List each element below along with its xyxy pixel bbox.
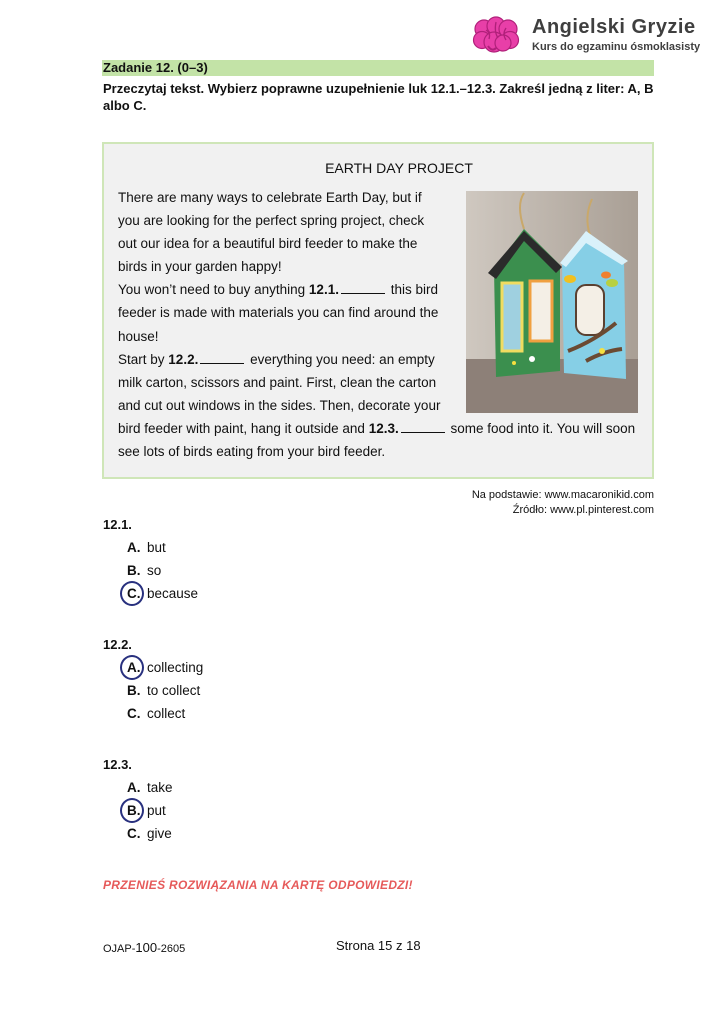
option-text: take bbox=[147, 780, 173, 795]
gap-1-blank bbox=[341, 283, 385, 294]
option-letter: B. bbox=[127, 803, 147, 818]
gap-1-number: 12.1. bbox=[308, 282, 339, 298]
paragraph-gap-3-after: some food into it. You will soon see lots of birds eating from your bird feeder. bbox=[118, 420, 636, 460]
selected-answer-circle bbox=[120, 655, 144, 680]
option-12-3-a[interactable] bbox=[127, 780, 173, 795]
option-12-1-b[interactable] bbox=[127, 563, 161, 578]
exam-code: OJAP-100-2605 bbox=[103, 940, 186, 955]
task-instruction: Przeczytaj tekst. Wybierz poprawne uzupełnienie luk 12.1.–12.3. Zakreśl jedną z liter: A, B albo C. bbox=[103, 81, 654, 113]
option-letter: A. bbox=[127, 540, 141, 555]
transfer-answers-note: PRZENIEŚ ROZWIĄZANIA NA KARTĘ ODPOWIEDZI! bbox=[103, 878, 413, 892]
option-12-2-c[interactable] bbox=[127, 706, 185, 721]
paragraph-intro: There are many ways to celebrate Earth Day, but if you are looking for the perfect spring project, check out our idea for a beautiful bird feeder to make the birds in your garden happy! bbox=[118, 190, 425, 275]
brand-header bbox=[472, 14, 712, 58]
option-letter: C. bbox=[127, 706, 141, 721]
option-text: collecting bbox=[147, 660, 204, 675]
option-text: to collect bbox=[147, 683, 201, 698]
option-12-3-b[interactable] bbox=[127, 803, 166, 818]
question-12-2-label: 12.2. bbox=[103, 637, 132, 652]
gap-2-number: 12.2. bbox=[168, 351, 199, 367]
source-line-2: Źródło: www.pl.pinterest.com bbox=[512, 504, 654, 516]
option-letter: A. bbox=[127, 660, 147, 675]
paragraph-gap-2-after: everything you need: an empty milk carton, scissors and paint. First, clean the carton and cut out windows in the sides. Then, decorate your bird feeder with paint, hang it outside and bbox=[118, 351, 441, 436]
option-text: collect bbox=[147, 706, 186, 721]
brain-logo-icon bbox=[472, 16, 520, 56]
reading-text-box bbox=[102, 142, 654, 479]
brand-tagline: Kurs do egzaminu ósmoklasisty bbox=[532, 41, 701, 53]
option-letter: C. bbox=[127, 586, 147, 601]
page-number: Strona 15 z 18 bbox=[336, 938, 421, 953]
option-12-2-a[interactable] bbox=[127, 660, 203, 675]
paragraph-gap-1-after: this bird feeder is made with materials you can find around the house! bbox=[118, 282, 439, 344]
source-credits bbox=[472, 488, 654, 518]
selected-answer-circle bbox=[120, 798, 144, 823]
option-12-3-c[interactable] bbox=[127, 826, 172, 841]
option-12-1-c[interactable] bbox=[127, 586, 198, 601]
text-title: EARTH DAY PROJECT bbox=[325, 160, 473, 176]
option-text: because bbox=[147, 586, 199, 601]
option-text: put bbox=[147, 803, 166, 818]
option-12-1-a[interactable] bbox=[127, 540, 166, 555]
option-letter: B. bbox=[127, 563, 141, 578]
gap-3-blank bbox=[401, 422, 445, 433]
gap-3-number: 12.3. bbox=[368, 420, 399, 436]
option-text: but bbox=[147, 540, 166, 555]
option-letter: B. bbox=[127, 683, 141, 698]
bird-feeder-photo bbox=[466, 191, 638, 413]
option-text: give bbox=[147, 826, 172, 841]
source-line-1: Na podstawie: www.macaronikid.com bbox=[471, 489, 654, 501]
task-title: Zadanie 12. (0–3) bbox=[103, 60, 208, 75]
brand-name: Angielski Gryzie bbox=[532, 16, 696, 38]
option-letter: C. bbox=[127, 826, 141, 841]
reading-text bbox=[118, 186, 638, 463]
question-12-1-label: 12.1. bbox=[103, 517, 132, 532]
option-12-2-b[interactable] bbox=[127, 683, 200, 698]
paragraph-gap-2-before: Start by bbox=[118, 351, 165, 367]
paragraph-gap-1-before: You won’t need to buy anything bbox=[118, 282, 306, 298]
selected-answer-circle bbox=[120, 581, 144, 606]
gap-2-blank bbox=[200, 353, 244, 364]
option-text: so bbox=[147, 563, 162, 578]
option-letter: A. bbox=[127, 780, 141, 795]
question-12-3-label: 12.3. bbox=[103, 757, 132, 772]
